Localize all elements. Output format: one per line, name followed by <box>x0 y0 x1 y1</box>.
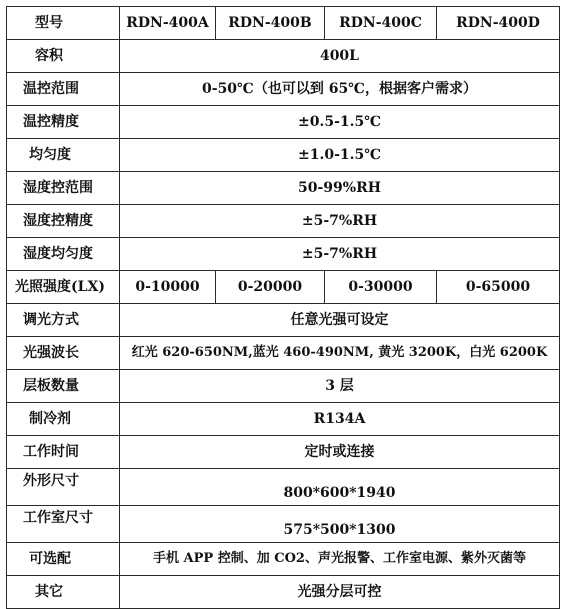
row-dimensions <box>7 469 560 506</box>
row-chamber-size <box>7 506 560 543</box>
label-options: 可选配 <box>7 543 120 576</box>
label-humidity-range: 湿度控范围 <box>7 172 120 205</box>
row-refrigerant <box>7 403 560 436</box>
row-temp-accuracy <box>7 106 560 139</box>
value-dimming: 任意光强可设定 <box>120 304 560 337</box>
label-illumination: 光照强度(LX) <box>7 271 120 304</box>
label-wavelength: 光强波长 <box>7 337 120 370</box>
label-volume: 容积 <box>7 40 120 73</box>
label-temp-accuracy: 温控精度 <box>7 106 120 139</box>
value-wavelength: 红光 620-650NM,蓝光 460-490NM, 黄光 3200K，白光 6200K <box>120 337 560 370</box>
spec-table <box>6 6 560 609</box>
label-chamber-size: 工作室尺寸 <box>7 506 120 543</box>
value-temp-accuracy: ±0.5-1.5℃ <box>120 106 560 139</box>
illumination-a: 0-10000 <box>120 271 216 304</box>
row-volume <box>7 40 560 73</box>
model-c: RDN-400C <box>325 7 437 40</box>
label-other: 其它 <box>7 576 120 609</box>
value-humidity-uniformity: ±5-7%RH <box>120 238 560 271</box>
illumination-b: 0-20000 <box>216 271 325 304</box>
row-illumination <box>7 271 560 304</box>
value-other: 光强分层可控 <box>120 576 560 609</box>
label-uniformity: 均匀度 <box>7 139 120 172</box>
label-dimming: 调光方式 <box>7 304 120 337</box>
row-wavelength <box>7 337 560 370</box>
label-model: 型号 <box>7 7 120 40</box>
row-humidity-accuracy <box>7 205 560 238</box>
row-model <box>7 7 560 40</box>
value-volume: 400L <box>120 40 560 73</box>
row-working-time <box>7 436 560 469</box>
label-working-time: 工作时间 <box>7 436 120 469</box>
row-options <box>7 543 560 576</box>
row-dimming <box>7 304 560 337</box>
label-shelves: 层板数量 <box>7 370 120 403</box>
value-temp-range: 0-50℃（也可以到 65℃，根据客户需求） <box>120 73 560 106</box>
illumination-d: 0-65000 <box>437 271 560 304</box>
row-uniformity <box>7 139 560 172</box>
value-working-time: 定时或连接 <box>120 436 560 469</box>
label-dimensions: 外形尺寸 <box>7 469 120 506</box>
value-shelves: 3 层 <box>120 370 560 403</box>
row-shelves <box>7 370 560 403</box>
row-humidity-range <box>7 172 560 205</box>
label-refrigerant: 制冷剂 <box>7 403 120 436</box>
label-humidity-uniformity: 湿度均匀度 <box>7 238 120 271</box>
label-temp-range: 温控范围 <box>7 73 120 106</box>
value-humidity-range: 50-99%RH <box>120 172 560 205</box>
value-refrigerant: R134A <box>120 403 560 436</box>
row-humidity-uniformity <box>7 238 560 271</box>
value-dimensions: 800*600*1940 <box>120 469 560 506</box>
model-b: RDN-400B <box>216 7 325 40</box>
value-humidity-accuracy: ±5-7%RH <box>120 205 560 238</box>
value-chamber-size: 575*500*1300 <box>120 506 560 543</box>
model-a: RDN-400A <box>120 7 216 40</box>
value-uniformity: ±1.0-1.5℃ <box>120 139 560 172</box>
row-temp-range <box>7 73 560 106</box>
label-humidity-accuracy: 湿度控精度 <box>7 205 120 238</box>
illumination-c: 0-30000 <box>325 271 437 304</box>
value-options: 手机 APP 控制、加 CO2、声光报警、工作室电源、紫外灭菌等 <box>120 543 560 576</box>
model-d: RDN-400D <box>437 7 560 40</box>
